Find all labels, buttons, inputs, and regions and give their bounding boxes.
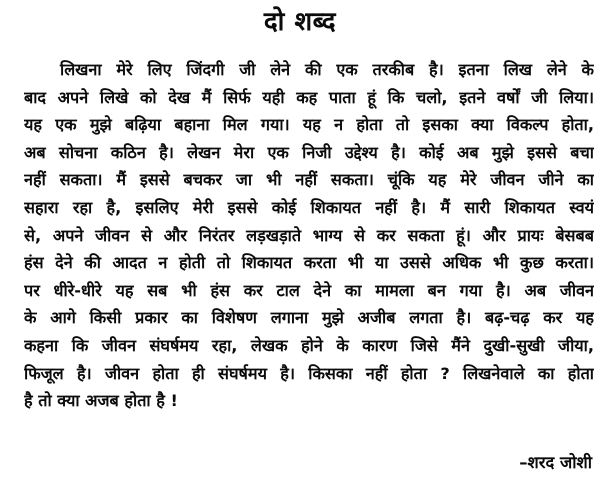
paragraph-line: से, अपने जीवन से और निरंतर लड़खड़ाते भाग्य से कर सकता हूं। और प्रायः बेसबब: [24, 225, 594, 245]
paragraph-line: फिजूल है। जीवन होता ही संघर्षमय है। किसका नहीं होता ? लिखनेवाले का होता: [24, 363, 594, 383]
paragraph-line: नहीं सकता। मैं इससे बचकर जा भी नहीं सकता। चूंकि यह मेरे जीवन जीने का: [24, 170, 594, 190]
paragraph-line: बाद अपने लिखे को देख मैं सिर्फ यही कह पाता हूं कि चलो, इतने वर्षों जी लिया।: [24, 87, 594, 107]
paragraph-line: हंस देने की आदत न होती तो शिकायत करता भी या उससे अधिक भी कुछ करता।: [24, 253, 594, 273]
document-title: दो शब्द: [263, 7, 337, 37]
paragraph-line: पर धीरे-धीरे यह सब भी हंस कर टाल देने का मामला बन गया है। अब जीवन: [24, 280, 594, 300]
body-paragraph: [24, 56, 594, 415]
paragraph-line: यह एक मुझे बढ़िया बहाना मिल गया। यह न होता तो इसका क्या विकल्प होता,: [24, 115, 594, 135]
paragraph-line: लिखना मेरे लिए जिंदगी जी लेने की एक तरकीब है। इतना लिख लेने के: [60, 60, 594, 79]
paragraph-line: है तो क्या अजब होता है !: [24, 391, 178, 411]
paragraph-line: के आगे किसी प्रकार का विशेषण लगाना मुझे अजीब लगता है। बढ़-चढ़ कर यह: [24, 308, 594, 328]
paragraph-line: कहना कि जीवन संघर्षमय रहा, लेखक होने के कारण जिसे मैंने दुखी-सुखी जीया,: [24, 335, 594, 355]
paragraph-line: सहारा रहा है, इसलिए मेरी इससे कोई शिकायत नहीं है। मैं सारी शिकायत स्वयं: [24, 197, 594, 217]
author-signature: –शरद जोशी: [519, 453, 592, 472]
paragraph-line: अब सोचना कठिन है। लेखन मेरा एक निजी उद्देश्य है। कोई अब मुझे इससे बचा: [24, 142, 594, 162]
